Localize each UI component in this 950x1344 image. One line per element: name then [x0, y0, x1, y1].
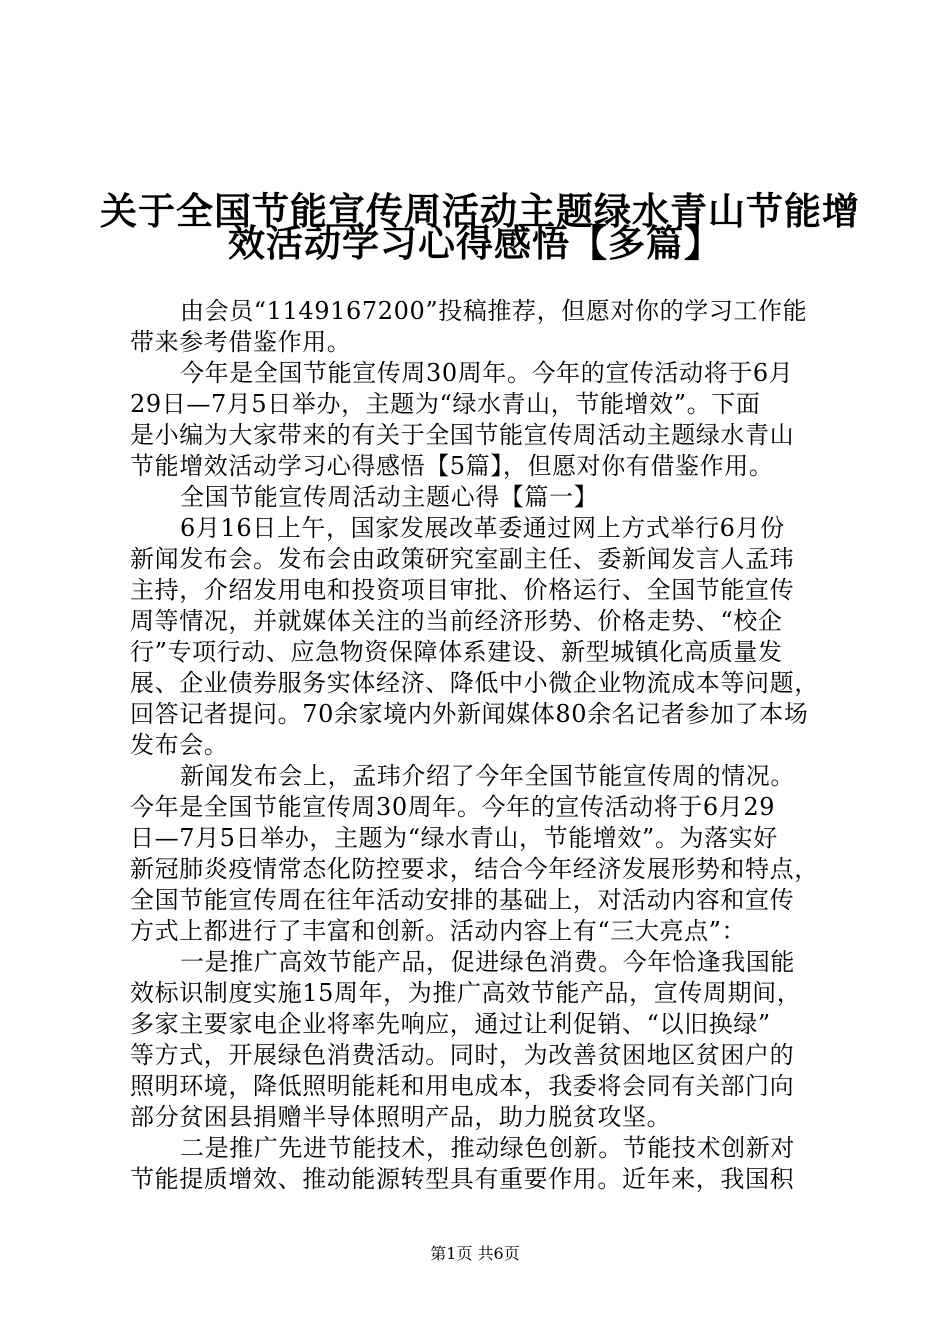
paragraph-line: 新闻发布会。发布会由政策研究室副主任、委新闻发言人孟玮: [130, 545, 795, 573]
paragraph-line: 一是推广高效节能产品，促进绿色消费。今年恰逢我国能: [180, 948, 795, 976]
paragraph-line: 主持，介绍发用电和投资项目审批、价格运行、全国节能宣传: [130, 576, 795, 604]
paragraph-line: 节能增效活动学习心得感悟【5篇】，但愿对你有借鉴作用。: [130, 452, 774, 480]
paragraph-line: 带来参考借鉴作用。: [130, 328, 352, 356]
paragraph-line: 效标识制度实施15周年，为推广高效节能产品，宣传周期间，: [130, 979, 802, 1007]
paragraph-line: 回答记者提问。70余家境内外新闻媒体80余名记者参加了本场: [130, 700, 809, 728]
paragraph-line: 照明环境，降低照明能耗和用电成本，我委将会同有关部门向: [130, 1072, 795, 1100]
paragraph-line: 二是推广先进节能技术，推动绿色创新。节能技术创新对: [180, 1134, 795, 1162]
paragraph-line: 新冠肺炎疫情常态化防控要求，结合今年经济发展形势和特点，: [130, 855, 819, 883]
paragraph-line: 6月16日上午，国家发展改革委通过网上方式举行6月份: [180, 514, 785, 542]
paragraph-line: 方式上都进行了丰富和创新。活动内容上有“三大亮点”：: [130, 917, 747, 945]
document-title-line-2: 效活动学习心得感悟【多篇】: [228, 222, 722, 265]
paragraph-line: 节能提质增效、推动能源转型具有重要作用。近年来，我国积: [130, 1165, 795, 1193]
paragraph-line: 多家主要家电企业将率先响应，通过让利促销、“以旧换绿”: [130, 1010, 771, 1038]
paragraph-line: 今年是全国节能宣传周30周年。今年的宣传活动将于6月29: [130, 793, 776, 821]
paragraph-line: 新闻发布会上，孟玮介绍了今年全国节能宣传周的情况。: [180, 762, 795, 790]
paragraph-line: 29日—7月5日举办，主题为“绿水青山，节能增效”。下面: [130, 390, 761, 418]
paragraph-line: 是小编为大家带来的有关于全国节能宣传周活动主题绿水青山: [130, 421, 795, 449]
paragraph-line: 由会员“1149167200”投稿推荐，但愿对你的学习工作能: [180, 297, 808, 325]
document-body: [130, 296, 830, 1195]
paragraph-line: 行”专项行动、应急物资保障体系建设、新型城镇化高质量发: [130, 638, 783, 666]
paragraph-line: 等方式，开展绿色消费活动。同时，为改善贫困地区贫困户的: [130, 1041, 795, 1069]
document-title-line-1: 关于全国节能宣传周活动主题绿水青山节能增: [100, 190, 860, 233]
paragraph-line: 发布会。: [130, 731, 229, 759]
paragraph-line: 部分贫困县捐赠半导体照明产品，助力脱贫攻坚。: [130, 1103, 672, 1131]
page-number-footer: 第1页 共6页: [430, 1244, 520, 1263]
paragraph-line: 周等情况，并就媒体关注的当前经济形势、价格走势、“校企: [130, 607, 783, 635]
section-heading: 全国节能宣传周活动主题心得【篇一】: [180, 483, 599, 511]
paragraph-line: 今年是全国节能宣传周30周年。今年的宣传活动将于6月: [180, 359, 794, 387]
paragraph-line: 展、企业债券服务实体经济、降低中小微企业物流成本等问题，: [130, 669, 819, 697]
paragraph-line: 全国节能宣传周在往年活动安排的基础上，对活动内容和宣传: [130, 886, 795, 914]
paragraph-line: 日—7月5日举办，主题为“绿水青山，节能增效”。为落实好: [130, 824, 778, 852]
